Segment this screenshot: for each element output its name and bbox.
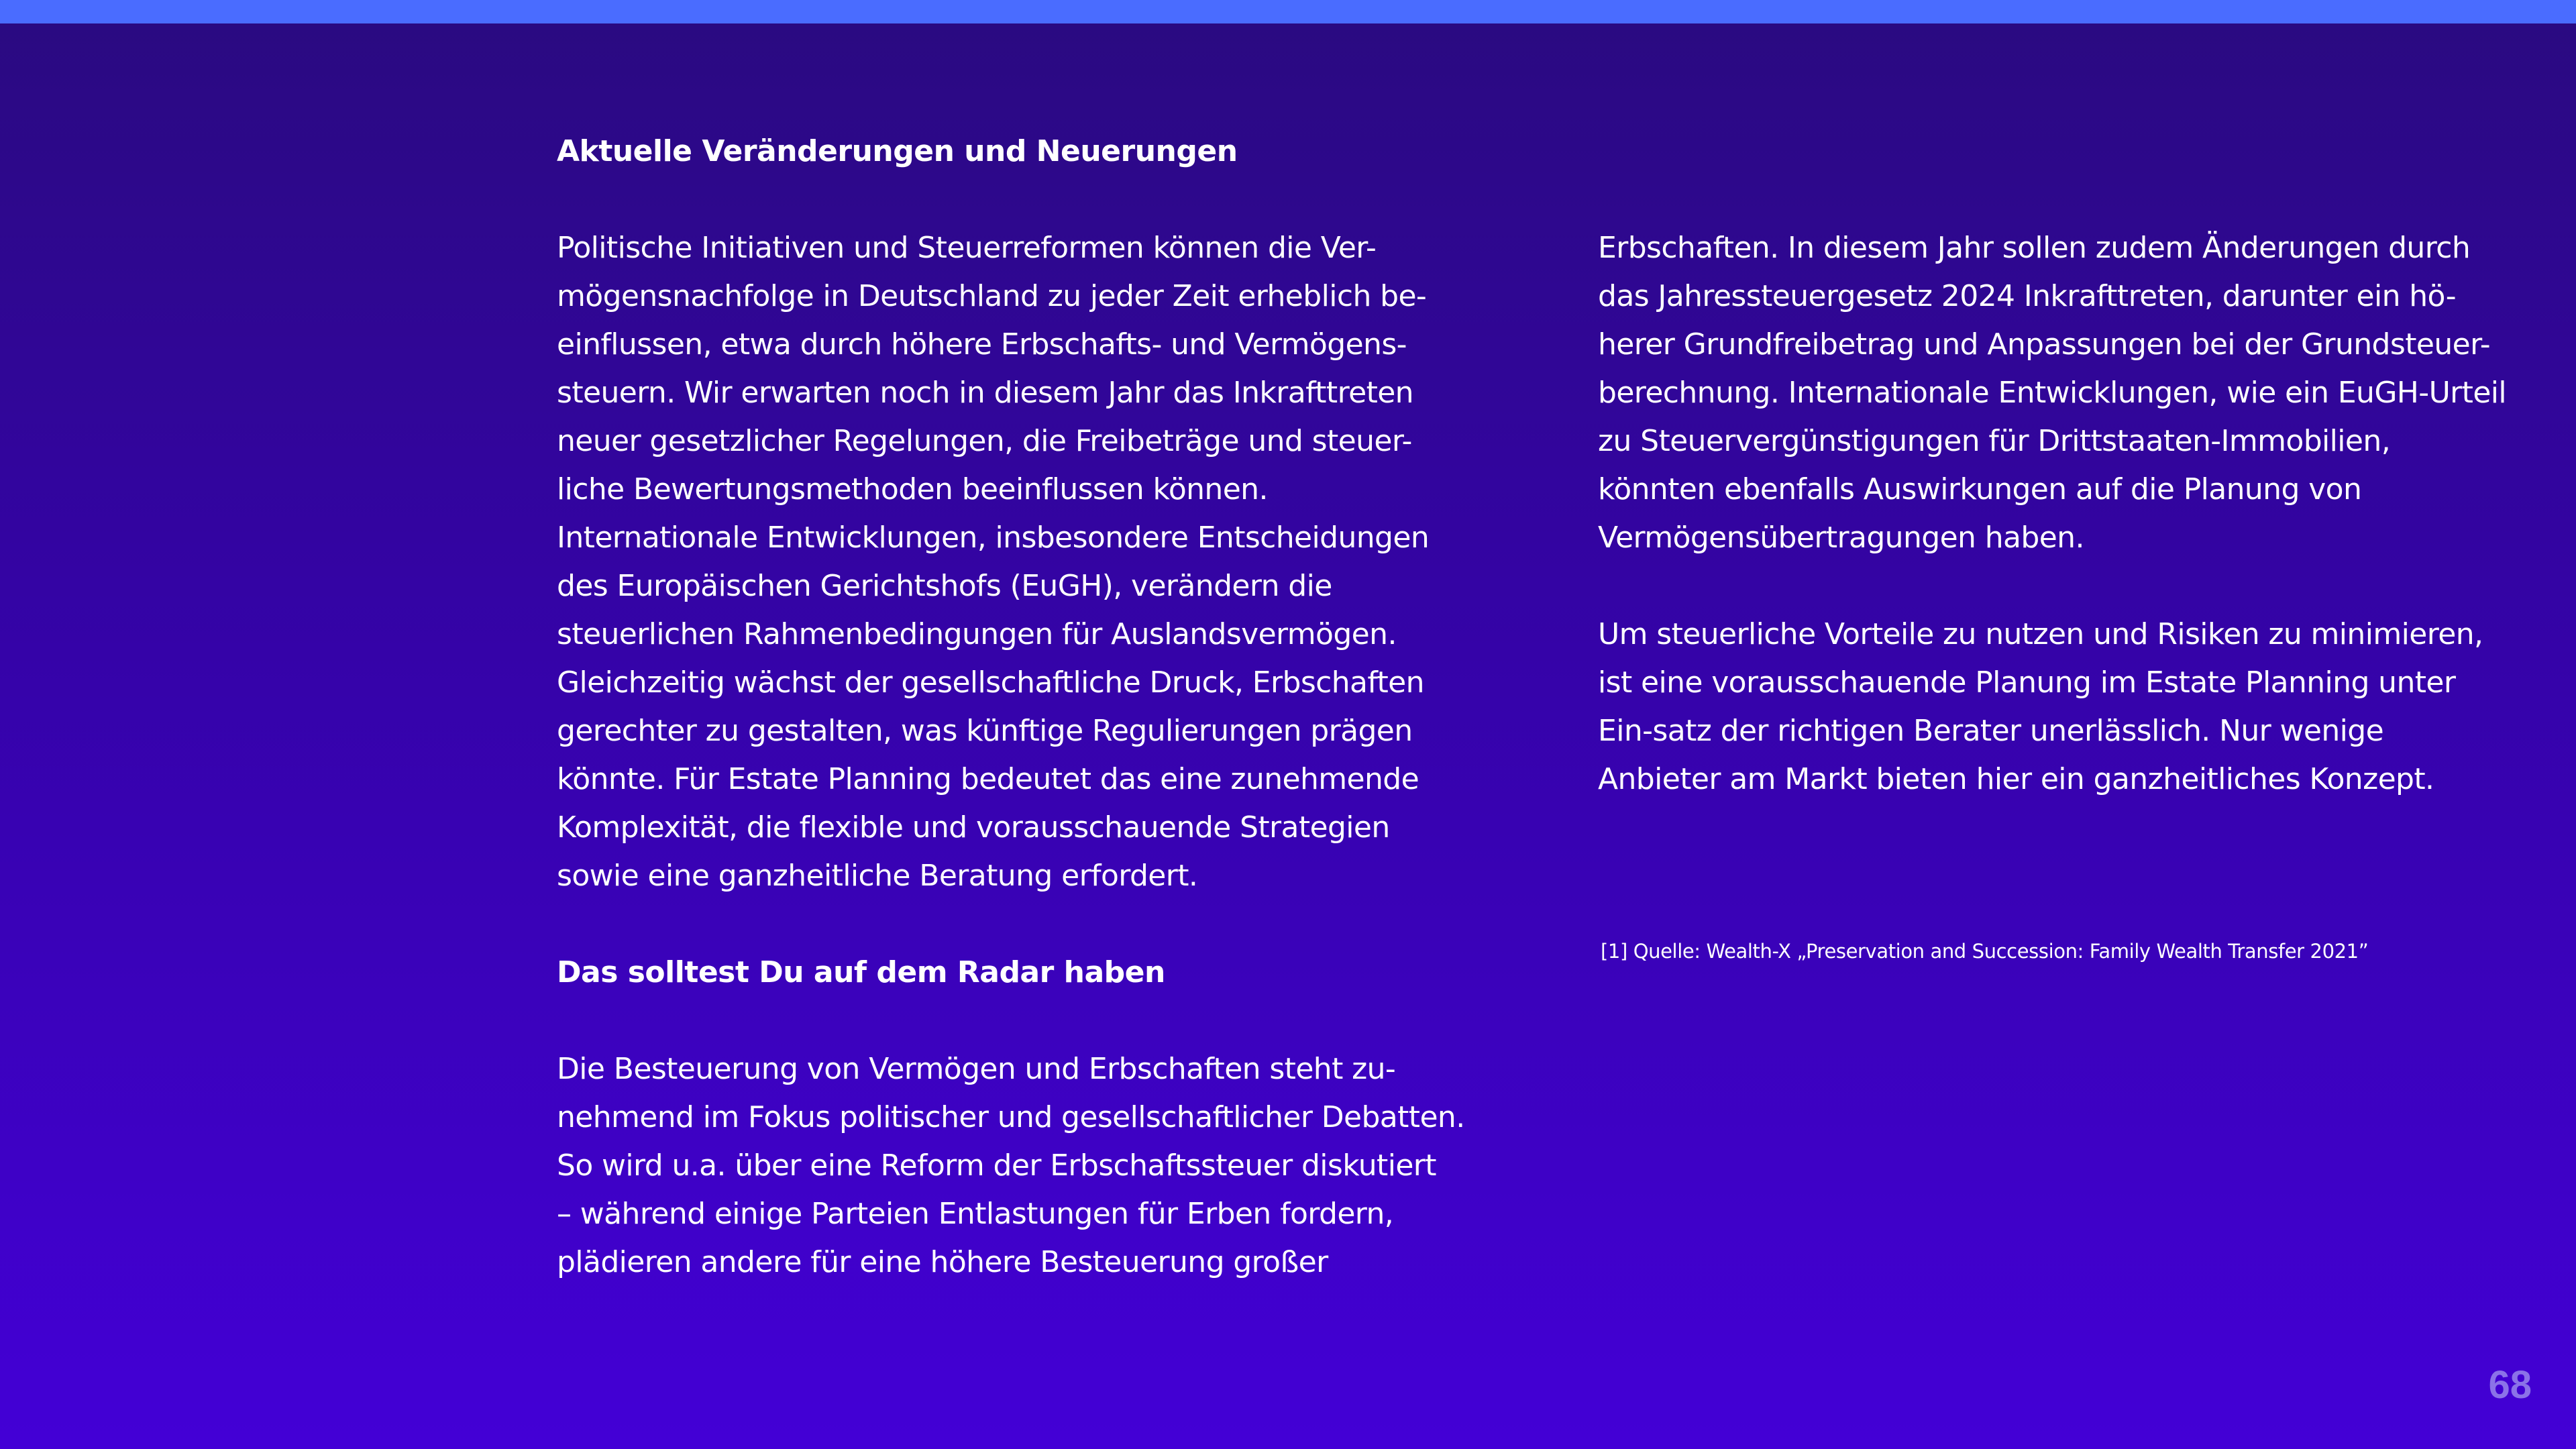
text-line: Um steuerliche Vorteile zu nutzen und Risiken zu minimieren, (1598, 617, 2483, 651)
text-line: des Europäischen Gerichtshofs (EuGH), verändern die (557, 569, 1332, 603)
text-line: plädieren andere für eine höhere Besteuerung großer (557, 1245, 1328, 1279)
paragraph-continuation (1598, 224, 2517, 562)
text-line: liche Bewertungsmethoden beeinflussen können. (557, 472, 1268, 506)
text-line: das Jahressteuergesetz 2024 Inkrafttreten, darunter ein hö- (1598, 279, 2456, 313)
text-line: einflussen, etwa durch höhere Erbschafts- und Vermögens- (557, 327, 1407, 362)
text-line: steuerlichen Rahmenbedingungen für Auslandsvermögen. (557, 617, 1397, 651)
text-line: Politische Initiativen und Steuerreformen können die Ver- (557, 231, 1377, 265)
text-line: gerechter zu gestalten, was künftige Regulierungen prägen (557, 714, 1413, 748)
spacer (557, 997, 1456, 1045)
text-line: könnten ebenfalls Auswirkungen auf die Planung von (1598, 472, 2362, 506)
text-line: nehmend im Fokus politischer und gesellschaftlicher Debatten. (557, 1100, 1465, 1134)
text-line: Ein-satz der richtigen Berater unerlässlich. Nur wenige (1598, 714, 2384, 748)
text-line: Erbschaften. In diesem Jahr sollen zudem Änderungen durch (1598, 231, 2471, 265)
top-accent-bar (0, 0, 2576, 23)
text-line: So wird u.a. über eine Reform der Erbschaftssteuer diskutiert (557, 1148, 1436, 1183)
text-line: Komplexität, die flexible und vorausschauende Strategien (557, 810, 1390, 845)
text-line: könnte. Für Estate Planning bedeutet das eine zunehmende (557, 762, 1419, 796)
text-line: Vermögensübertragungen haben. (1598, 521, 2084, 555)
text-line: neuer gesetzlicher Regelungen, die Freibeträge und steuer- (557, 424, 1412, 458)
text-line: ist eine vorausschauende Planung im Estate Planning unter (1598, 665, 2456, 700)
footnote: [1] Quelle: Wealth-X „Preservation and Succession: Family Wealth Transfer 2021” (1601, 940, 2369, 963)
page-number: 68 (2488, 1363, 2532, 1407)
paragraph-radar (557, 1045, 1465, 1287)
paragraph-conclusion (1598, 610, 2517, 804)
right-column (1598, 224, 2517, 804)
text-line: Die Besteuerung von Vermögen und Erbschaften steht zu- (557, 1052, 1396, 1086)
text-line: berechnung. Internationale Entwicklungen, wie ein EuGH-Urteil (1598, 376, 2507, 410)
text-line: zu Steuervergünstigungen für Drittstaaten-Immobilien, (1598, 424, 2391, 458)
section-heading-radar: Das solltest Du auf dem Radar haben (557, 955, 1165, 989)
spacer (557, 900, 1456, 949)
spacer (1598, 562, 2517, 610)
spacer (557, 176, 1456, 224)
section-heading-current-changes: Aktuelle Veränderungen und Neuerungen (557, 134, 1238, 168)
left-column (557, 127, 1465, 1287)
text-line: Internationale Entwicklungen, insbesondere Entscheidungen (557, 521, 1430, 555)
text-line: – während einige Parteien Entlastungen für Erben fordern, (557, 1197, 1394, 1231)
text-line: steuern. Wir erwarten noch in diesem Jahr das Inkrafttreten (557, 376, 1413, 410)
text-line: herer Grundfreibetrag und Anpassungen bei der Grundsteuer- (1598, 327, 2491, 362)
text-line: mögensnachfolge in Deutschland zu jeder Zeit erheblich be- (557, 279, 1427, 313)
text-line: Anbieter am Markt bieten hier ein ganzheitliches Konzept. (1598, 762, 2434, 796)
paragraph-current-changes (557, 224, 1456, 900)
text-line: sowie eine ganzheitliche Beratung erfordert. (557, 859, 1198, 893)
text-line: Gleichzeitig wächst der gesellschaftliche Druck, Erbschaften (557, 665, 1424, 700)
